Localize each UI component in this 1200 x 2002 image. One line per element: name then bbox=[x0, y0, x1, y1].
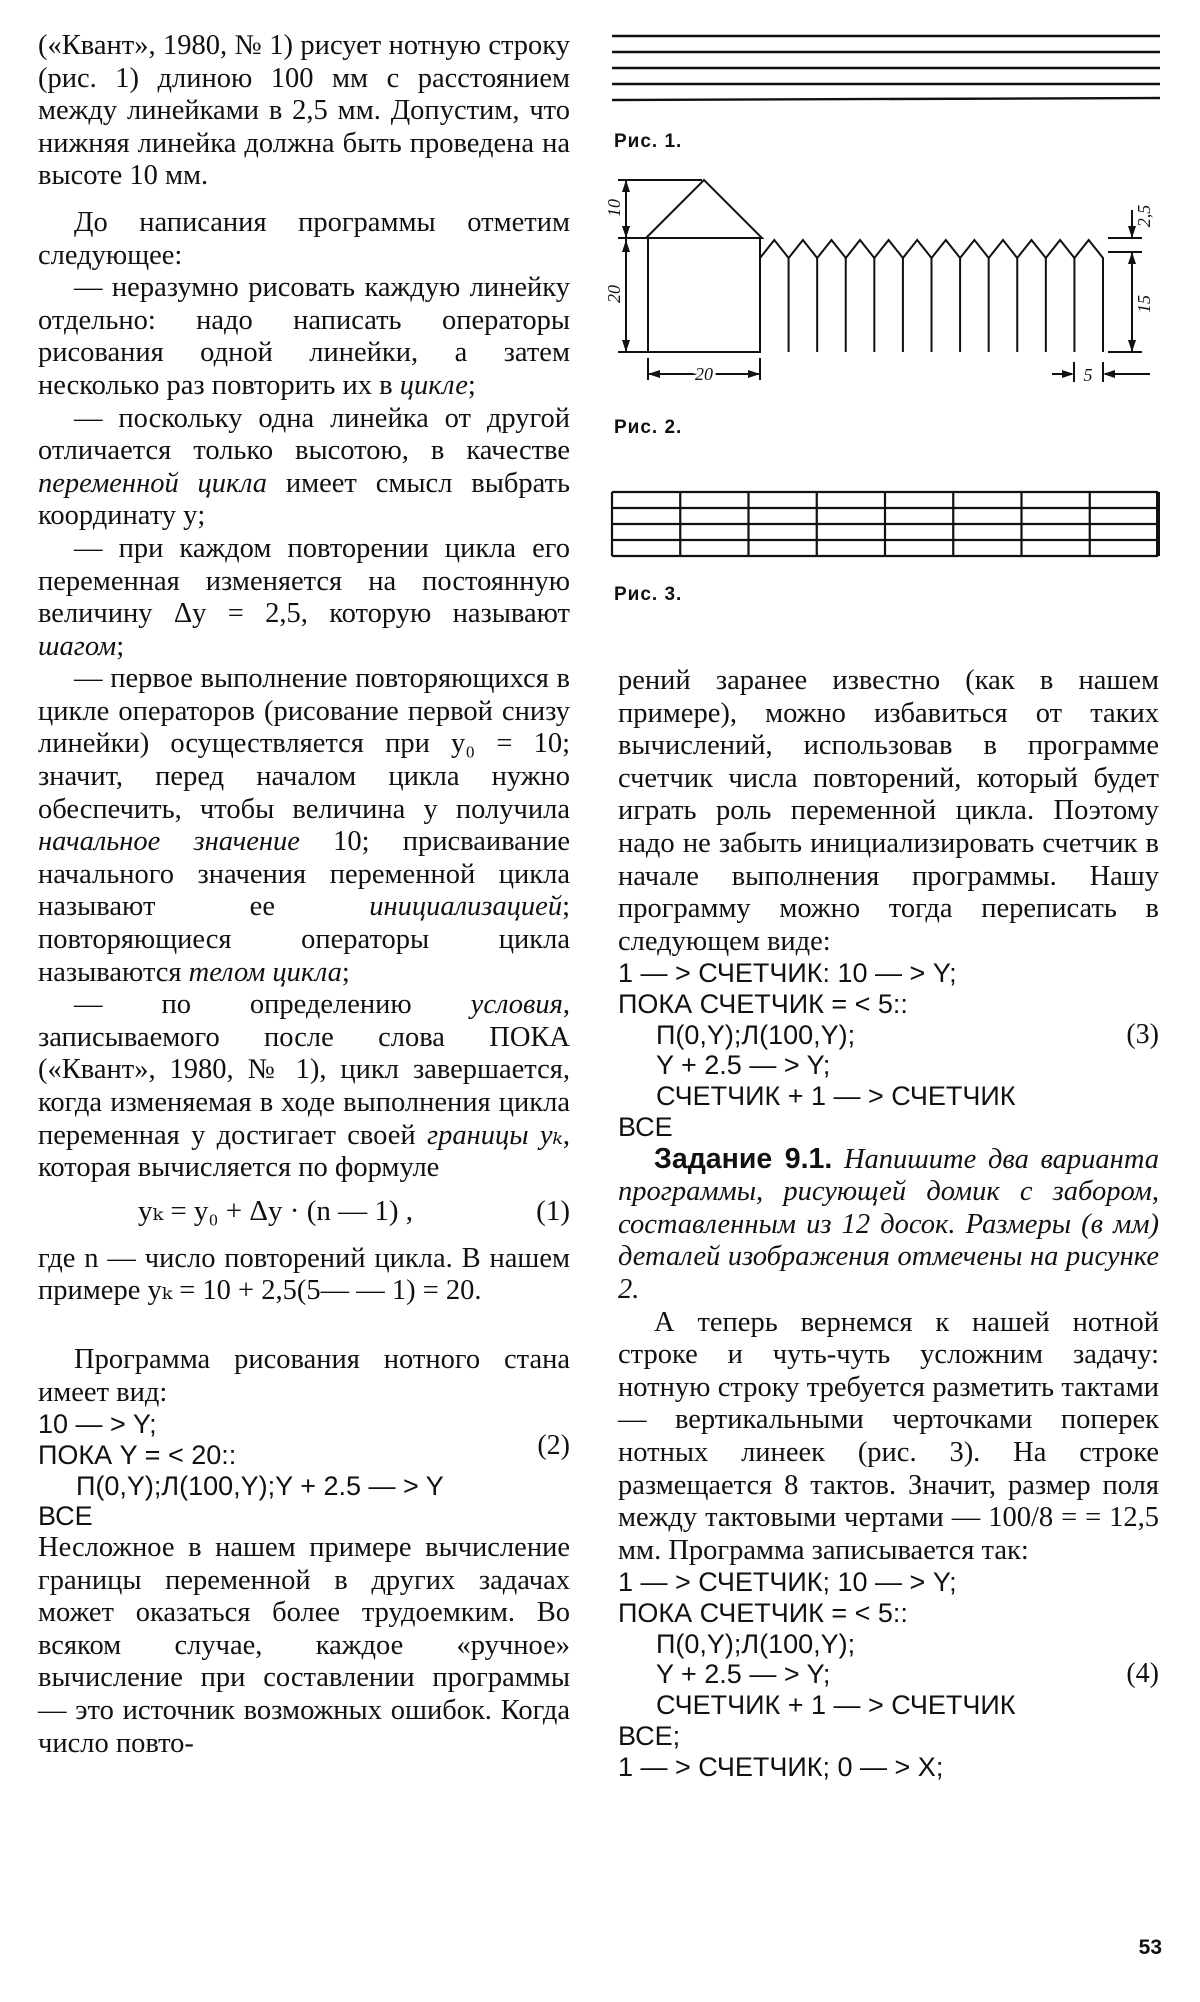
text: — неразумно рисовать каждую линейку отдельно: надо написать операторы рисования одной линейки, а затем несколько раз повторить их в bbox=[38, 272, 570, 401]
paragraph: Программа рисования нотного стана имеет вид: bbox=[38, 1343, 570, 1408]
dim-label-10: 10 bbox=[604, 199, 624, 217]
term-italic: переменной цикла bbox=[38, 467, 267, 499]
arrow bbox=[622, 240, 630, 252]
program-2 bbox=[38, 1409, 570, 1532]
arrow bbox=[622, 180, 630, 192]
formula-text: yₖ = y₀ + Δy · (n — 1) , bbox=[138, 1194, 414, 1227]
code-line: СЧЕТЧИК + 1 — > СЧЕТЧИК bbox=[656, 1081, 1016, 1112]
code-line: Y + 2.5 — > Y; bbox=[656, 1050, 831, 1081]
paragraph: Несложное в нашем примере вычисление границы переменной в других задачах может оказаться более трудоемким. Во всяком случае, каждое «ручное» вычисление при составлении программы — это источник возможных ошибок. Когда число повто- bbox=[38, 1531, 570, 1759]
bullet-step bbox=[38, 533, 570, 663]
house-roof bbox=[646, 180, 762, 238]
equation-number: (2) bbox=[537, 1430, 570, 1462]
task-label: Задание 9.1. bbox=[654, 1142, 833, 1175]
dim-label-15: 15 bbox=[1134, 295, 1154, 313]
text: имеет смысл выбрать координату y; bbox=[38, 467, 570, 532]
code-line: П(0,Y);Л(100,Y); bbox=[656, 1628, 856, 1659]
text: — по определению bbox=[74, 989, 471, 1021]
figure-2-caption: Рис. 2. bbox=[614, 417, 683, 438]
arrow bbox=[1128, 340, 1136, 352]
text: ; повторяющиеся операторы цикла называются bbox=[38, 891, 570, 988]
figure-2-house-fence bbox=[604, 170, 1160, 400]
formula-1 bbox=[38, 1195, 570, 1235]
paragraph: где n — число повторений цикла. В нашем примере yₖ = 10 + 2,5(5— — 1) = 20. bbox=[38, 1242, 570, 1307]
arrow bbox=[748, 370, 760, 378]
equation-number: (3) bbox=[1126, 1019, 1159, 1051]
spacer bbox=[38, 1308, 570, 1344]
code-line: ПОКА Y = < 20:: bbox=[38, 1439, 237, 1470]
dim-label-20-horizontal: 20 bbox=[695, 364, 713, 384]
paragraph: До написания программы отметим следующее: bbox=[38, 206, 570, 271]
figure-1-staff bbox=[612, 30, 1160, 100]
bullet-cycle bbox=[38, 272, 570, 402]
dim-label-2-5: 2,5 bbox=[1134, 204, 1154, 228]
arrow bbox=[1103, 370, 1115, 378]
code-line: 1 — > СЧЕТЧИК; 0 — > X; bbox=[618, 1751, 944, 1782]
text: — поскольку одна линейка от другой отличается только высотою, в качестве bbox=[38, 402, 570, 467]
bullet-initialization bbox=[38, 663, 570, 989]
program-3 bbox=[618, 958, 1159, 1142]
term-italic: условия bbox=[470, 989, 563, 1021]
bullet-condition bbox=[38, 989, 570, 1185]
code-line: ПОКА СЧЕТЧИК = < 5:: bbox=[618, 989, 908, 1020]
term-italic: границы yₖ bbox=[426, 1119, 563, 1151]
arrow bbox=[622, 340, 630, 352]
term-italic: инициализацией bbox=[369, 891, 563, 923]
bullet-variable bbox=[38, 403, 570, 533]
program-4 bbox=[618, 1567, 1159, 1782]
code-line: 1 — > СЧЕТЧИК: 10 — > Y; bbox=[618, 958, 957, 989]
arrow bbox=[622, 226, 630, 238]
text: , записываемого после слова ПОКА («Квант», 1980, № 1), цикл завершается, когда изменяемая в ходе выполнения цикла переменная y достигает своей bbox=[38, 989, 570, 1151]
code-line: П(0,Y);Л(100,Y);Y + 2.5 — > Y bbox=[76, 1470, 444, 1501]
text: — при каждом повторении цикла его переменная изменяется на постоянную величину Δy = 2,5, которую называют bbox=[38, 532, 570, 630]
paragraph: рений заранее известно (как в нашем примере), можно избавиться от таких вычислений, использовав в программе счетчик числа повторений, который будет играть роль переменной цикла. Поэтому надо не забыть инициализировать счетчик в начале выполнения программы. Нашу программу можно тогда переписать в следующем виде: bbox=[618, 665, 1159, 957]
text: ; bbox=[467, 369, 476, 401]
code-line: Y + 2.5 — > Y; bbox=[656, 1659, 831, 1690]
right-column bbox=[618, 665, 1159, 1782]
arrow bbox=[1128, 252, 1136, 264]
code-line: 10 — > Y; bbox=[38, 1409, 157, 1440]
equation-number: (4) bbox=[1126, 1658, 1159, 1690]
text: ; bbox=[116, 630, 125, 662]
term-italic: начальное значение bbox=[38, 826, 300, 858]
text: — первое выполнение повторяющихся в цикле операторов (рисование первой снизу линейки) осуществляется при y₀ = 10; значит, перед началом цикла нужно обеспечить, чтобы величина y получила bbox=[38, 663, 570, 825]
arrow bbox=[1062, 370, 1074, 378]
task-9-1 bbox=[618, 1143, 1159, 1307]
term-italic: телом цикла bbox=[188, 956, 342, 988]
dim-label-5: 5 bbox=[1083, 365, 1093, 385]
code-line: ВСЕ bbox=[618, 1111, 673, 1142]
spacer bbox=[38, 193, 570, 207]
paragraph: («Квант», 1980, № 1) рисует нотную строку (рис. 1) длиною 100 мм с расстоянием между линейками в 2,5 мм. Допустим, что нижняя линейка должна быть проведена на высоте 10 мм. bbox=[38, 30, 570, 192]
term-italic: цикле bbox=[399, 369, 468, 401]
staff-line bbox=[612, 98, 1160, 100]
text: , которая вычисляется по формуле bbox=[38, 1119, 571, 1184]
code-line: ВСЕ bbox=[38, 1501, 93, 1532]
dim-label-20-vertical: 20 bbox=[604, 285, 624, 303]
term-italic: шагом bbox=[38, 630, 117, 662]
text: 10; присваивание начального значения переменной цикла называют ее bbox=[38, 826, 570, 923]
page-number: 53 bbox=[1138, 1936, 1162, 1959]
paragraph: А теперь вернемся к нашей нотной строке и чуть-чуть усложним задачу: нотную строку требуется разметить тактами — вертикальными черточками поперек нотных линеек (рис. 3). На строке размещается 8 тактов. Значит, размер поля между тактовыми чертами — 100/8 = = 12,5 мм. Программа записывается так: bbox=[618, 1306, 1159, 1566]
code-line: ВСЕ; bbox=[618, 1720, 681, 1751]
figure-3-staff-with-measures bbox=[612, 488, 1160, 558]
text: ; bbox=[341, 956, 350, 988]
figure-1-caption: Рис. 1. bbox=[614, 131, 683, 152]
equation-number: (1) bbox=[536, 1194, 570, 1227]
arrow bbox=[648, 370, 660, 378]
code-line: 1 — > СЧЕТЧИК; 10 — > Y; bbox=[618, 1567, 957, 1598]
left-column bbox=[38, 30, 570, 1760]
figure-3-caption: Рис. 3. bbox=[614, 584, 683, 605]
code-line: ПОКА СЧЕТЧИК = < 5:: bbox=[618, 1597, 908, 1628]
task-text: Напишите два варианта программы, рисующей домик с забором, составленным из 12 досок. Размеры (в мм) деталей изображения отмечены на рисунке 2. bbox=[618, 1143, 1160, 1305]
house-wall bbox=[648, 238, 760, 352]
code-line: СЧЕТЧИК + 1 — > СЧЕТЧИК bbox=[656, 1690, 1016, 1721]
code-line: П(0,Y);Л(100,Y); bbox=[656, 1019, 856, 1050]
